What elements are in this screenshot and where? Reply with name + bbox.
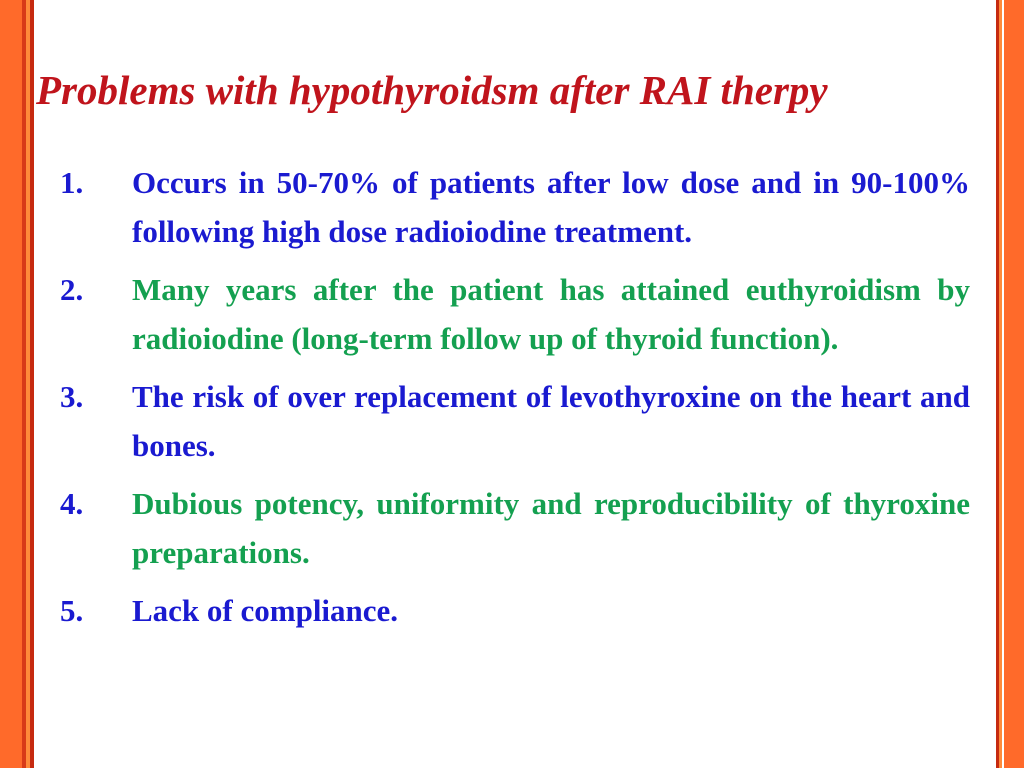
list-item-text: The risk of over replacement of levothyroxine on the heart and bones.: [132, 379, 970, 463]
left-border-decoration: [0, 0, 34, 768]
right-border-decoration: [996, 0, 1024, 768]
list-item: [60, 586, 970, 635]
list-item-text: Many years after the patient has attained euthyroidism by radioiodine (long-term follow up of thyroid function).: [132, 272, 970, 356]
list-item-number: 4.: [60, 486, 84, 521]
list-item: [60, 372, 970, 470]
list-item-text: Dubious potency, uniformity and reproducibility of thyroxine preparations.: [132, 486, 970, 570]
slide-title: Problems with hypothyroidsm after RAI therpy: [36, 67, 828, 113]
problem-list: [60, 158, 970, 644]
list-item: [60, 265, 970, 363]
list-item: [60, 479, 970, 577]
list-item-number: 5.: [60, 593, 84, 628]
list-item-text: Occurs in 50-70% of patients after low dose and in 90-100% following high dose radioiodine treatment.: [132, 165, 970, 249]
list-item-text: Lack of compliance.: [132, 593, 399, 628]
list-item: [60, 158, 970, 256]
list-item-number: 3.: [60, 379, 84, 414]
list-item-number: 2.: [60, 272, 84, 307]
list-item-number: 1.: [60, 165, 84, 200]
